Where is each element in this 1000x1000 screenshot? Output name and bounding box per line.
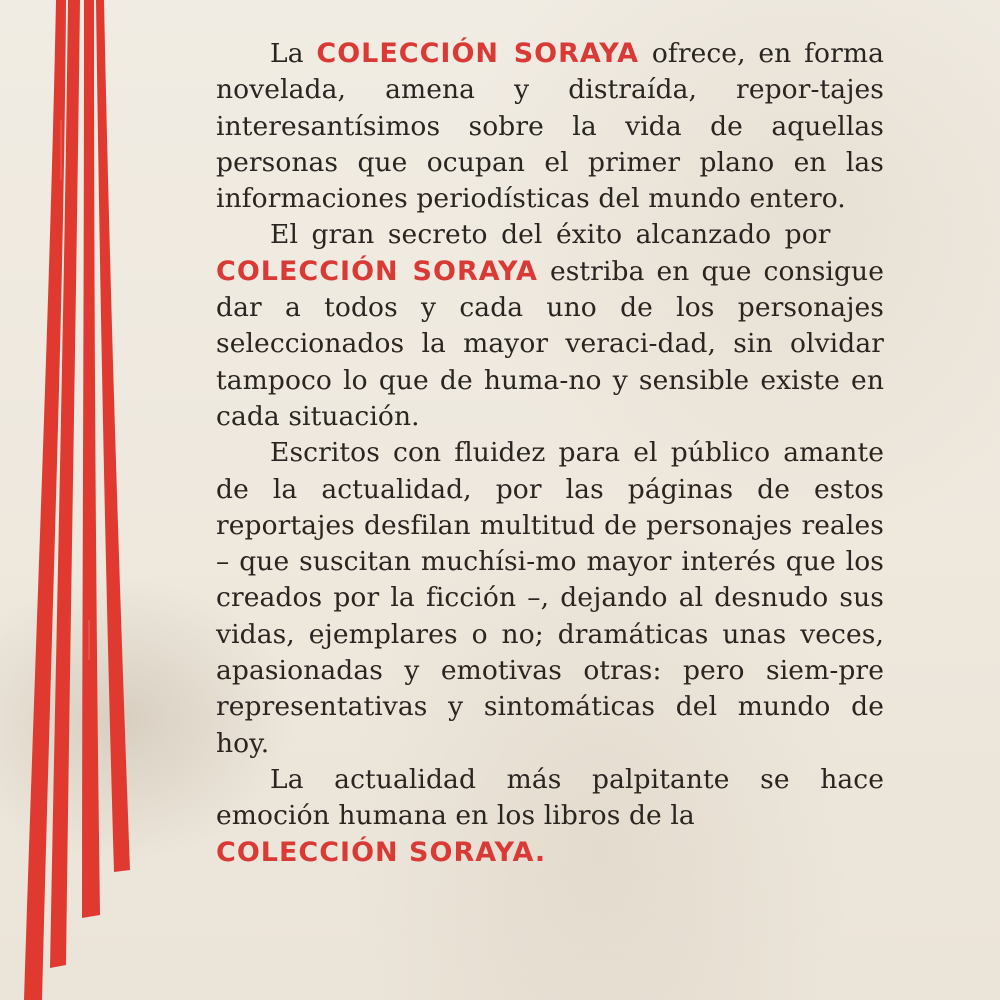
- paragraph-2: [216, 217, 884, 435]
- promo-text-block: [216, 36, 884, 871]
- paragraph-3-text: Escritos con fluidez para el público amante de la actualidad, por las páginas de estos reportajes desfilan multitud de personajes reales – que suscitan muchísi-mo mayor interés que los creados por la ficción –, dejando al desnudo sus vidas, ejemplares o no; dramáticas unas veces, apasionadas y emotivas otras: pero siem-pre representativas y sintomáticas del mundo de hoy.: [216, 437, 884, 759]
- paragraph-4-pre: La actualidad más palpitante se hace emoción humana en los libros de la: [216, 763, 884, 832]
- paragraph-2-post: estriba en que consigue dar a todos y cada uno de los personajes seleccionados la mayor veraci-dad, sin olvidar tampoco lo que de huma-no y sensible existe en cada situación.: [216, 255, 885, 432]
- paragraph-1-pre: La: [270, 38, 317, 69]
- ribbon-stripe-4: [96, 0, 130, 872]
- red-ribbon-stripes-icon: [0, 0, 160, 1000]
- brand-name-3: COLECCIÓN SORAYA.: [216, 836, 547, 868]
- paragraph-1-post: ofrece, en forma novelada, amena y distraída, repor-tajes interesantísimos sobre la vida de aquellas personas que ocupan el primer plano en las informaciones periodísticas del mundo entero.: [216, 38, 884, 215]
- paragraph-1: [216, 36, 884, 217]
- brand-name-2: COLECCIÓN SORAYA: [216, 255, 538, 287]
- paragraph-3: [216, 435, 884, 762]
- paragraph-2-pre: El gran secreto del éxito alcanzado por: [270, 219, 844, 251]
- ribbon-stripe-3: [82, 0, 100, 918]
- brand-name-1: COLECCIÓN SORAYA: [316, 38, 640, 69]
- paragraph-4: [216, 762, 884, 871]
